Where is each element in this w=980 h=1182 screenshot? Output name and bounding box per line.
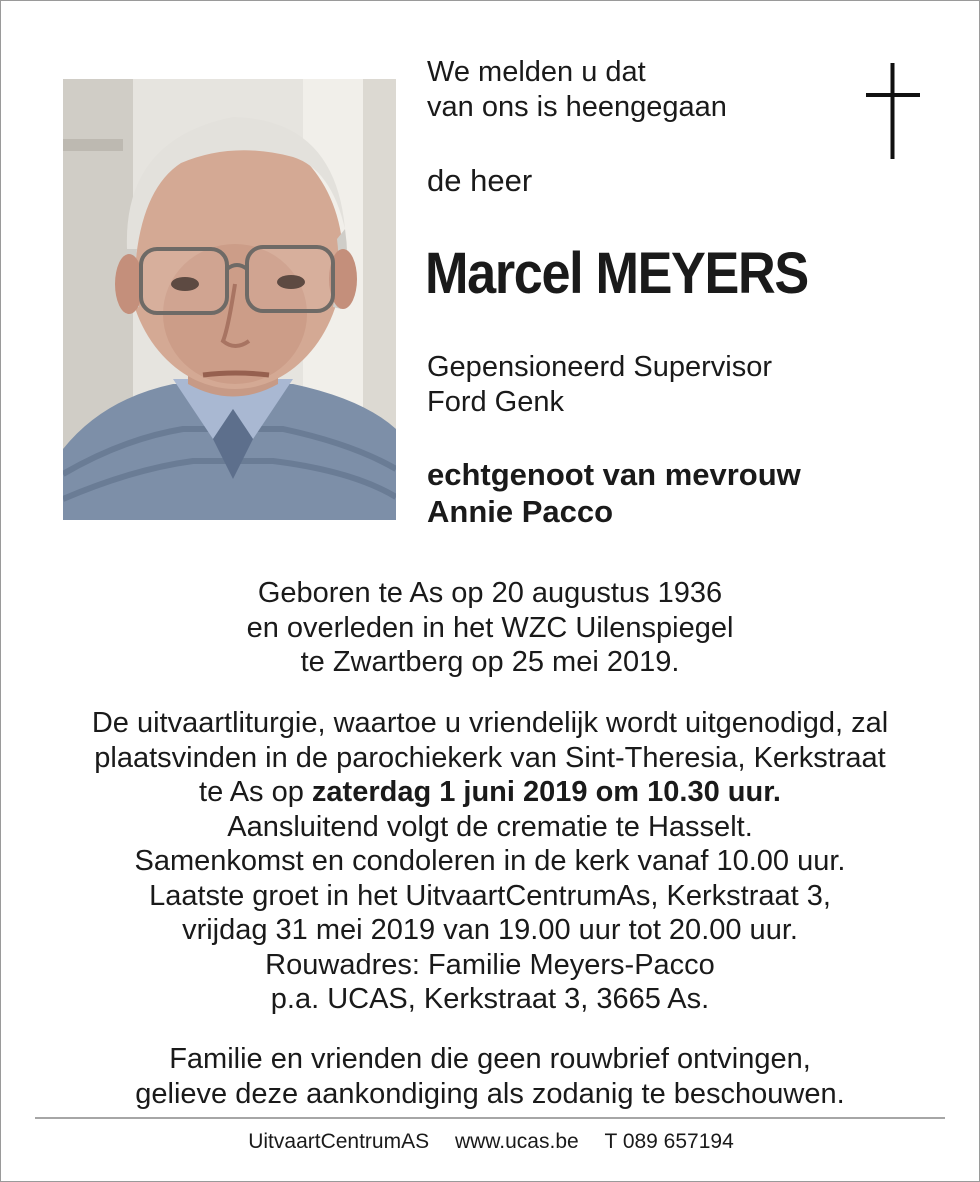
liturgy-line: Rouwadres: Familie Meyers-Pacco <box>265 948 715 981</box>
intro-line: We melden u dat <box>427 56 646 88</box>
deceased-name: Marcel MEYERS <box>425 241 808 306</box>
footer-phone: T 089 657194 <box>604 1130 734 1153</box>
liturgy-date-prefix: te As op <box>199 776 312 808</box>
liturgy-line: Aansluitend volgt de crematie te Hasselt. <box>227 810 753 843</box>
honorific: de heer <box>427 163 533 198</box>
spouse-line: Annie Pacco <box>427 494 614 529</box>
cross-icon <box>863 63 923 159</box>
intro-text <box>427 55 727 125</box>
family-note-line: Familie en vrienden die geen rouwbrief ontvingen, <box>169 1043 811 1075</box>
profession-line: Gepensioneerd Supervisor <box>427 351 772 383</box>
liturgy-line: Laatste groet in het UitvaartCentrumAs, Kerkstraat 3, <box>149 879 831 912</box>
liturgy-line: vrijdag 31 mei 2019 van 19.00 uur tot 20.00 uur. <box>182 914 798 946</box>
profession <box>427 350 772 420</box>
birth-line: te Zwartberg op 25 mei 2019. <box>300 646 680 678</box>
liturgy-line: De uitvaartliturgie, waartoe u vriendelijk wordt uitgenodigd, zal <box>91 707 889 739</box>
portrait-photo <box>63 79 396 520</box>
birth-line: Geboren te As op 20 augustus 1936 <box>257 577 723 609</box>
spouse <box>427 456 801 530</box>
birth-death-details <box>31 576 949 680</box>
birth-line: en overleden in het WZC Uilenspiegel <box>246 611 734 644</box>
footer-website[interactable]: www.ucas.be <box>454 1130 579 1153</box>
liturgy-date: zaterdag 1 juni 2019 om 10.30 uur. <box>311 776 781 808</box>
footer-company: UitvaartCentrumAS <box>248 1130 430 1153</box>
family-note-line: gelieve deze aankondiging als zodanig te beschouwen. <box>135 1077 845 1110</box>
liturgy-line: plaatsvinden in de parochiekerk van Sint-Theresia, Kerkstraat <box>94 741 886 774</box>
intro-line: van ons is heengegaan <box>427 91 727 123</box>
profession-line: Ford Genk <box>427 386 564 418</box>
spouse-line: echtgenoot van mevrouw <box>427 457 801 492</box>
liturgy-line: Samenkomst en condoleren in de kerk vanaf 10.00 uur. <box>134 845 846 877</box>
liturgy-line-date <box>31 775 949 810</box>
family-note <box>31 1042 949 1111</box>
funeral-details <box>31 706 949 1017</box>
liturgy-line: p.a. UCAS, Kerkstraat 3, 3665 As. <box>270 983 710 1015</box>
footer <box>1 1128 980 1156</box>
footer-divider <box>35 1117 945 1119</box>
